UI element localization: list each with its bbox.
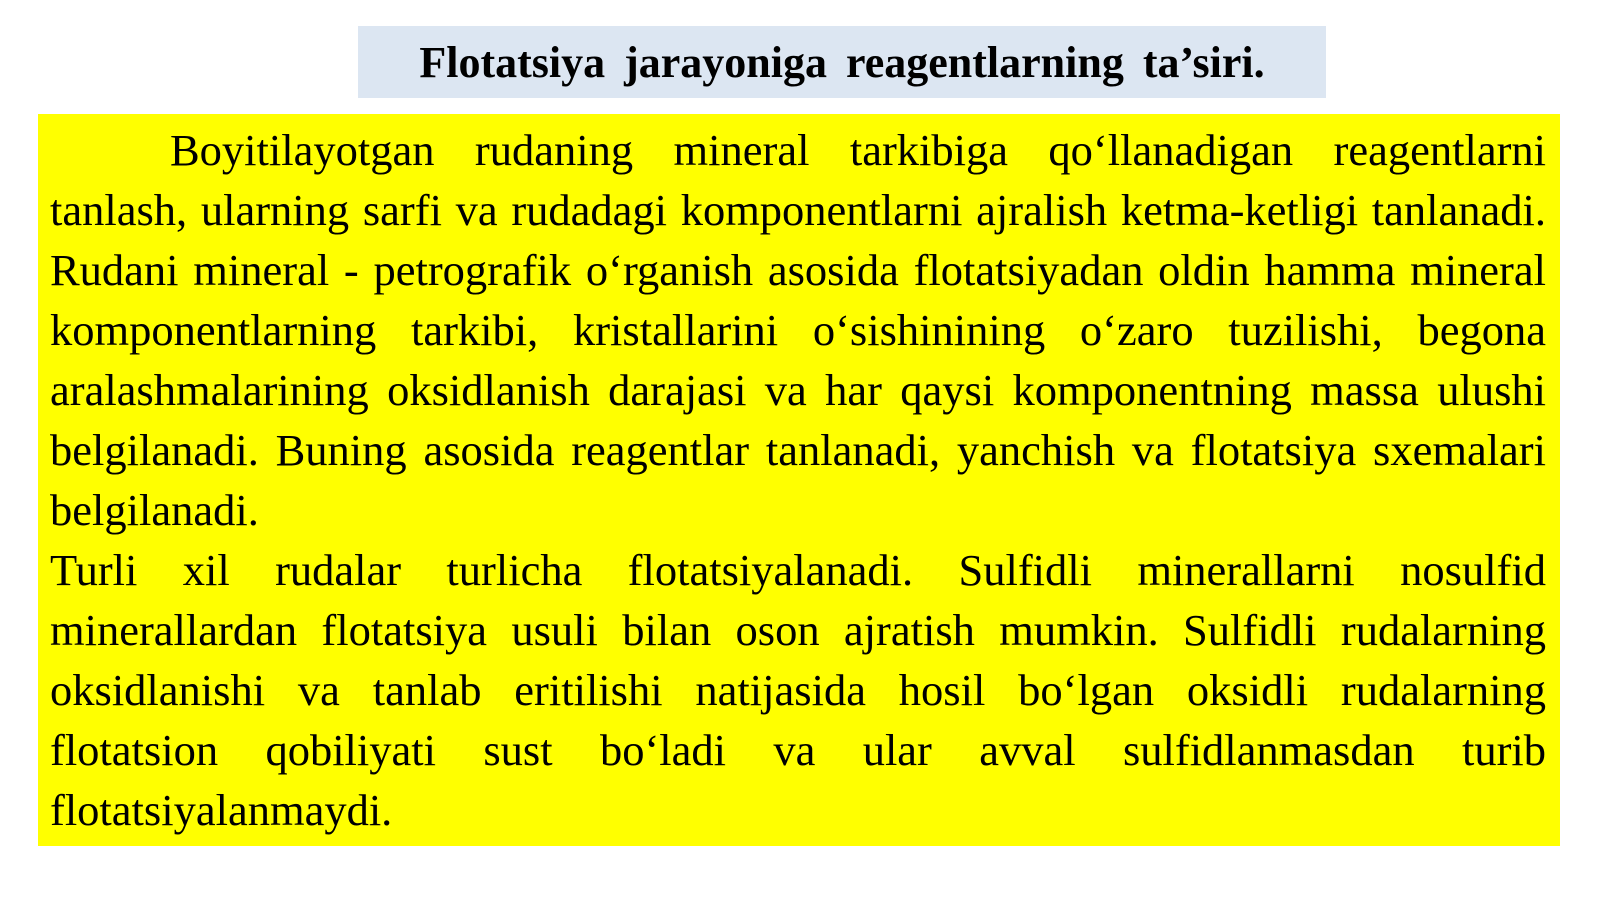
body-text-box	[38, 114, 1560, 846]
title-box	[358, 26, 1326, 98]
paragraph-1: Boyitilayotgan rudaning mineral tarkibiga qo‘llanadigan reagentlarni tanlash, ularning sarfi va rudadagi komponentlarni ajralish ketma-ketligi tanlanadi. Rudani mineral - petrografik o‘rganish asosida flotatsiyadan oldin hamma mineral komponentlarning tarkibi, kristallarini o‘sishinining o‘zaro tuzilishi, begona aralashmalarining oksidlanish darajasi va har qaysi komponentning massa ulushi belgilanadi. Buning asosida reagentlar tanlanadi, yanchish va flotatsiya sxemalari belgilanadi.	[50, 125, 1546, 535]
paragraph-2: Turli xil rudalar turlicha flotatsiyalanadi. Sulfidli minerallarni nosulfid minerallardan flotatsiya usuli bilan oson ajratish mumkin. Sulfidli rudalarning oksidlanishi va tanlab eritilishi natijasida hosil bo‘lgan oksidli rudalarning flotatsion qobiliyati sust bo‘ladi va ular avval sulfidlanmasdan turib flotatsiyalanmaydi.	[50, 545, 1546, 835]
slide-title: Flotatsiya jarayoniga reagentlarning ta’siri.	[419, 37, 1265, 87]
